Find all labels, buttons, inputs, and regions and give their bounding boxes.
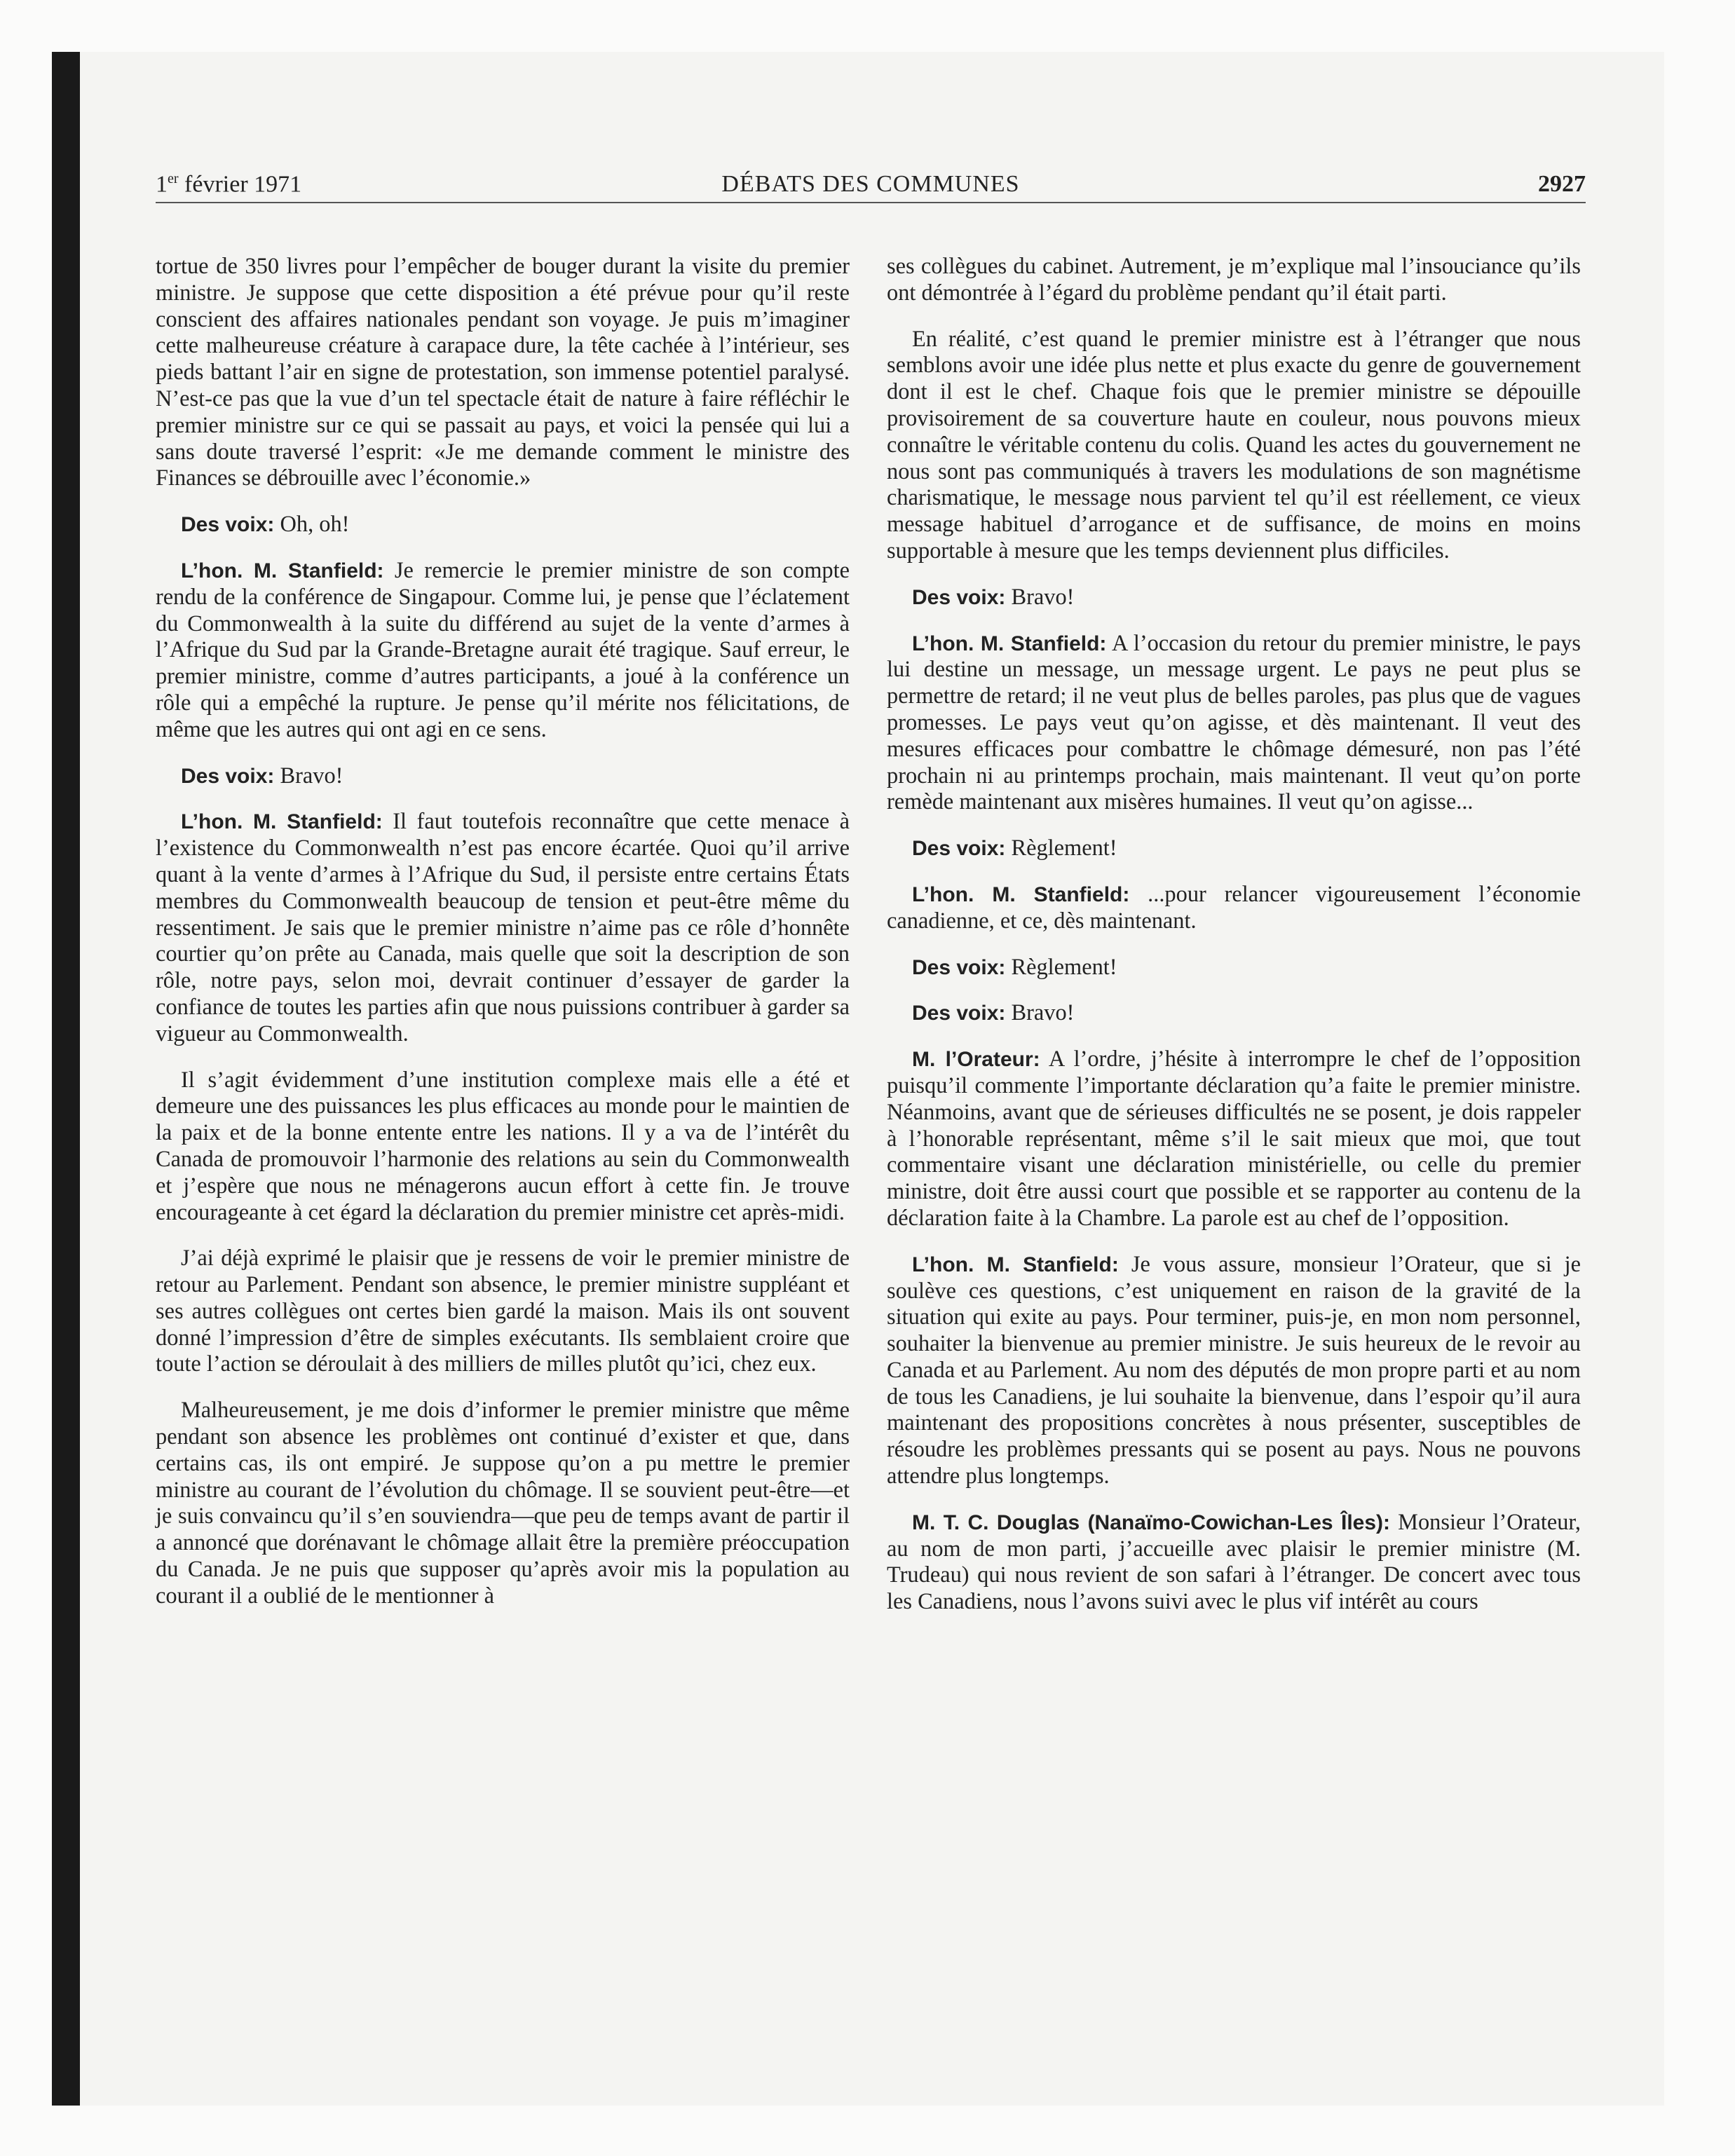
interjection <box>156 512 850 538</box>
paragraph: ses collègues du cabinet. Autrement, je m’explique mal l’insouciance qu’ils ont démontrée à l’égard du problème pendant qu’il était parti. <box>887 254 1581 306</box>
speech <box>887 882 1581 935</box>
header-date-suffix: er <box>168 170 179 186</box>
speech-text: Je remercie le premier ministre de son compte rendu de la conférence de Singapour. Comme lui, je pense que l’éclatement du Commonwealth à la suite du différend au sujet de la vente d’armes à l’Afrique du Sud par la Grande-Bretagne aurait été tragique. Sauf erreur, le premier ministre, comme d’autres participants, a joué à la conférence un rôle qui a empêché la rupture. Je pense qu’il mérite nos félicitations, de même que les autres qui ont agi en ce sens. <box>156 557 850 742</box>
speech-text: Il faut toutefois reconnaître que cette menace à l’existence du Commonwealth n’est pas encore écartée. Quoi qu’il arrive quant à la vente d’armes à l’Afrique du Sud, il persiste entre certains États membres du Commonwealth beaucoup de tension et peut-être même du ressentiment. Je sais que le premier ministre n’aime pas ce rôle d’honnête courtier qu’on prête au Canada, mais quelle que soit la description de son rôle, notre pays, selon moi, devrait continuer d’essayer de garder la confiance de toutes les parties afin que nous puissions contribuer à garder sa vigueur au Commonwealth. <box>156 809 850 1046</box>
right-column <box>887 254 1581 1635</box>
speech-text: A l’ordre, j’hésite à interrompre le chef de l’opposition puisqu’il commente l’importante déclaration qu’a faite le premier ministre. Néanmoins, avant que de sérieuses difficultés ne se posent, je dois rappeler à l’honorable représentant, même s’il le sait mieux que moi, que tout commentaire visant une déclaration ministérielle, ou celle du premier ministre, doit être aussi court que possible et se rapporter au contenu de la déclaration faite à la Chambre. La parole est au chef de l’opposition. <box>887 1046 1581 1231</box>
scan-edge-bar <box>52 52 80 2106</box>
speaker-name: L’hon. M. Stanfield: <box>181 810 383 834</box>
interjection <box>887 1000 1581 1027</box>
speech-text: Règlement! <box>1005 954 1117 980</box>
speaker-name: L’hon. M. Stanfield: <box>181 559 384 582</box>
speech <box>887 1046 1581 1232</box>
speaker-name: L’hon. M. Stanfield: <box>912 632 1107 655</box>
speech-text: Bravo! <box>1005 584 1075 610</box>
paragraph: En réalité, c’est quand le premier ministre est à l’étranger que nous semblons avoir une idée plus nette et plus exacte du genre de gouvernement dont il est le chef. Chaque fois que le premier ministre se dépouille provisoirement de sa couverture haute en couleur, nous pouvons mieux connaître le véritable contenu du colis. Quand les actes du gouvernement ne nous sont pas communiqués à travers les modulations de son magnétisme charismatique, le message nous parvient tel qu’il est réellement, ce vieux message habituel d’arrogance et de suffisance, de moins en moins supportable à mesure que les temps deviennent plus difficiles. <box>887 326 1581 564</box>
speaker-name: L’hon. M. Stanfield: <box>912 1253 1119 1276</box>
speaker-name: Des voix: <box>181 764 275 788</box>
speech-text: Oh, oh! <box>274 512 350 538</box>
speech-text: Bravo! <box>1005 1000 1075 1026</box>
speaker-name: M. T. C. Douglas (Nanaïmo-Cowichan-Les Îles): <box>912 1510 1391 1534</box>
interjection <box>156 763 850 790</box>
speech <box>887 1252 1581 1490</box>
speech <box>887 631 1581 817</box>
speech-text: ...pour relancer vigoureusement l’économie canadienne, et ce, dès maintenant. <box>887 881 1581 934</box>
speaker-name: Des voix: <box>912 1002 1006 1025</box>
speech <box>887 1510 1581 1616</box>
speaker-name: M. l’Orateur: <box>912 1048 1040 1072</box>
speech <box>156 809 850 1047</box>
left-column <box>156 254 850 1630</box>
speech-text: A l’occasion du retour du premier ministre, le pays lui destine un message, un message urgent. Le pays ne peut plus se permettre de retard; il ne veut plus de belles paroles, pas plus que de vagues promesses. Le pays veut qu’on agisse, et dès maintenant. Il veut des mesures efficaces pour combattre le chômage démesuré, non pas l’été prochain ni au printemps prochain, mais maintenant. Il veut qu’on porte remède maintenant aux misères humaines. Il veut qu’on agisse... <box>887 630 1581 815</box>
paragraph: Malheureusement, je me dois d’informer le premier ministre que même pendant son absence les problèmes ont continué d’exister et que, dans certains cas, ils ont empiré. Je suppose qu’on a pu mettre le premier ministre au courant de l’évolution du chômage. Il se souvient peut-être—et je suis convaincu qu’il s’en souviendra—que peu de temps avant de partir il a annoncé que dorénavant le chômage allait être la première préoccupation du Canada. Je ne puis que supposer qu’après avoir mis la population au courant il a oublié de le mentionner à <box>156 1398 850 1609</box>
header-date-month-year: février 1971 <box>178 171 302 197</box>
paragraph: J’ai déjà exprimé le plaisir que je ressens de voir le premier ministre de retour au Parlement. Pendant son absence, le premier ministre suppléant et ses autres collègues ont certes bien gardé la maison. Mais ils ont souvent donné l’impression d’être de simples exécutants. Ils semblaient croire que toute l’action se déroulait à des milliers de milles plutôt qu’ici, chez eux. <box>156 1246 850 1377</box>
header-date-day: 1 <box>156 171 168 197</box>
speaker-name: Des voix: <box>912 955 1006 979</box>
paragraph: Il s’agit évidemment d’une institution complexe mais elle a été et demeure une des puissances les plus efficaces au monde pour le maintien de la paix et de la bonne entente entre les nations. Il y a va de l’intérêt du Canada de promouvoir l’harmonie des relations au sein du Commonwealth et j’espère que nous ne ménagerons aucun effort à cette fin. Je trouve encourageante à cet égard la déclaration du premier ministre cet après-midi. <box>156 1067 850 1225</box>
speaker-name: Des voix: <box>912 585 1006 609</box>
speaker-name: Des voix: <box>181 513 275 537</box>
speech-text: Bravo! <box>274 763 343 789</box>
interjection <box>887 835 1581 862</box>
page-number: 2927 <box>1538 171 1586 197</box>
speech-text: Règlement! <box>1005 835 1117 861</box>
page-header <box>156 158 1586 203</box>
speaker-name: Des voix: <box>912 837 1006 861</box>
header-title: DÉBATS DES COMMUNES <box>721 171 1020 197</box>
paragraph: tortue de 350 livres pour l’empêcher de bouger durant la visite du premier ministre. Je suppose que cette disposition a été prévue pour qu’il reste conscient des affaires nationales pendant son voyage. Je puis m’imaginer cette malheureuse créature à carapace dure, la tête cachée à l’intérieur, ses pieds battant l’air en signe de protestation, son immense potentiel paralysé. N’est-ce pas que la vue d’un tel spectacle était de nature à faire réfléchir le premier ministre sur ce qui se passait au pays, et voici la pensée qui lui a sans doute traversé l’esprit: «Je me demande comment le ministre des Finances se débrouille avec l’économie.» <box>156 254 850 491</box>
interjection <box>887 955 1581 981</box>
speech-text: Je vous assure, monsieur l’Orateur, que si je soulève ces questions, c’est uniquement en raison de la gravité de la situation qui exite au pays. Pour terminer, puis-je, en mon nom personnel, souhaiter la bienvenue au premier ministre. Je suis heureux de le revoir au Canada et au Parlement. Au nom des députés de mon propre parti et au nom de tous les Canadiens, je lui souhaite la bienvenue, dans l’espoir qu’il aura maintenant des propositions concrètes à nous présenter, susceptibles de résoudre les problèmes pressants qui se posent au pays. Nous ne pouvons attendre plus longtemps. <box>887 1251 1581 1489</box>
speaker-name: L’hon. M. Stanfield: <box>912 882 1130 906</box>
speech <box>156 558 850 744</box>
interjection <box>887 585 1581 611</box>
speech-text: Monsieur l’Orateur, au nom de mon parti, j’accueille avec plaisir le premier ministre (M. Trudeau) qui nous revient de son safari à l’étranger. De concert avec tous les Canadiens, nous l’avons suivi avec le plus vif intérêt au cours <box>887 1509 1581 1615</box>
